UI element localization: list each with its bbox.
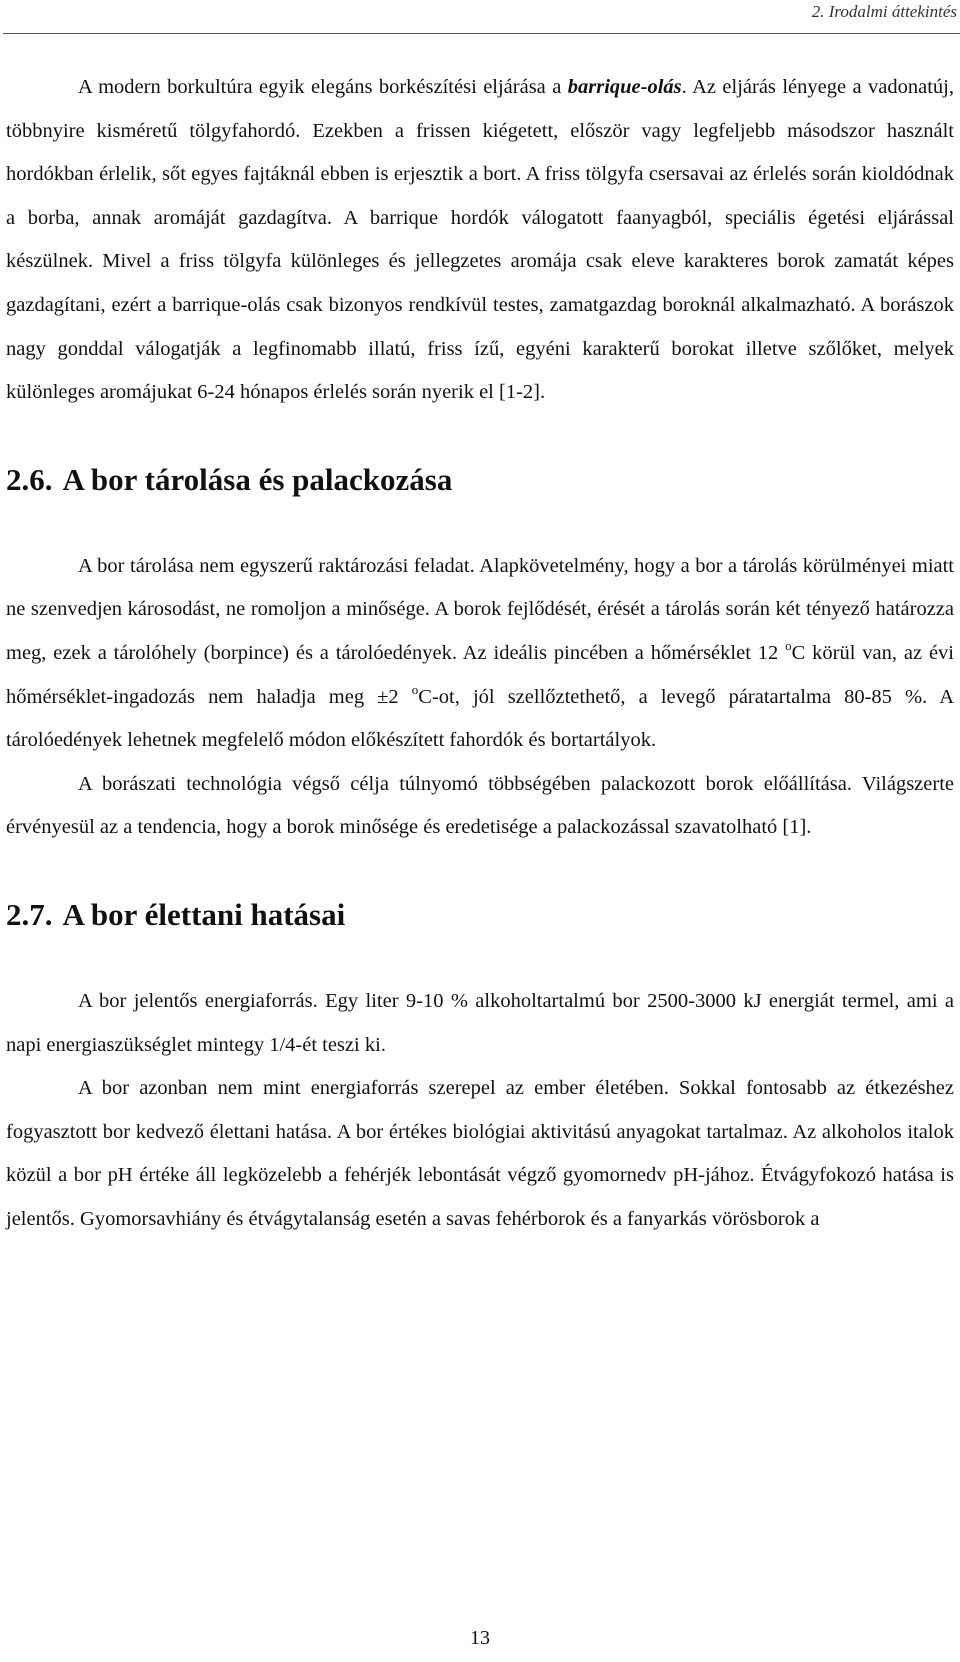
page-number: 13 xyxy=(470,1627,490,1649)
paragraph-storage xyxy=(6,545,954,763)
header-rule xyxy=(3,33,960,34)
paragraph-barrique-lead: A modern borkultúra egyik elegáns borkészítési eljárása a xyxy=(78,76,568,98)
paragraph-storage-part3: C-ot, jól szellőztethető, a levegő páratartalma 80-85 %. A tárolóedények lehetnek megfelelő módon előkészített fahordók és bortartályok. xyxy=(6,685,954,752)
section-title-2-7: A bor élettani hatásai xyxy=(62,896,346,932)
page-body xyxy=(6,66,954,1241)
section-number-2-6: 2.6. xyxy=(6,461,53,497)
degree-superscript-1: o xyxy=(785,637,792,653)
degree-superscript-2: o xyxy=(411,681,419,697)
section-number-2-7: 2.7. xyxy=(6,896,53,932)
paragraph-storage-part2: C körül van, az évi hőmérséklet-ingadozás nem haladja meg ±2 xyxy=(6,641,954,708)
section-heading-2-7 xyxy=(6,893,954,937)
paragraph-barrique xyxy=(6,66,954,415)
paragraph-energy: A bor jelentős energiaforrás. Egy liter 9-10 % alkoholtartalmú bor 2500-3000 kJ energiát termel, ami a napi energiaszükséglet mintegy 1/4-ét teszi ki. xyxy=(6,989,954,1056)
paragraph-storage-part1: A bor tárolása nem egyszerű raktározási feladat. Alapkövetelmény, hogy a bor a tárolás körülményei miatt ne szenvedjen károsodást, ne romoljon a minősége. A borok fejlődését, érését a tárolás során két tényező határozza meg, ezek a tárolóhely (borpince) és a tárolóedények. Az ideális pincében a hőmérséklet 12 xyxy=(6,554,954,664)
section-heading-2-6 xyxy=(6,458,954,502)
paragraph-bottling: A borászati technológia végső célja túlnyomó többségében palackozott borok előállítása. Világszerte érvényesül az a tendencia, hogy a borok minősége és eredetisége a palackozással szavatolható [1]. xyxy=(6,772,954,839)
paragraph-barrique-rest: . Az eljárás lényege a vadonatúj, többnyire kisméretű tölgyfahordó. Ezekben a frissen kiégetett, először vagy legfeljebb másodszor használt hordókban érlelik, sőt egyes fajtáknál ebben is erjesztik a bort. A friss tölgyfa csersavai az érlelés során kioldódnak a borba, annak aromáját gazdagítva. A barrique hordók válogatott faanyagból, speciális égetési eljárással készülnek. Mivel a friss tölgyfa különleges és jellegzetes aromája csak eleve karakteres borok zamatát képes gazdagítani, ezért a barrique-olás csak bizonyos rendkívül testes, zamatgazdag boroknál alkalmazható. A borászok nagy gonddal válogatják a legfinomabb illatú, friss ízű, egyéni karakterű borokat illetve szőlőket, melyek különleges aromájukat 6-24 hónapos érlelés során nyerik el [1-2]. xyxy=(6,76,954,404)
paragraph-physiology: A bor azonban nem mint energiaforrás szerepel az ember életében. Sokkal fontosabb az étkezéshez fogyasztott bor kedvező élettani hatása. A bor értékes biológiai aktivitású anyagokat tartalmaz. Az alkoholos italok közül a bor pH értéke áll legközelebb a fehérjék lebontását végző gyomornedv pH-jához. Étvágyfokozó hatása is jelentős. Gyomorsavhiány és étvágytalanság esetén a savas fehérborok és a fanyarkás vörösborok a xyxy=(6,1077,954,1230)
section-title-2-6: A bor tárolása és palackozása xyxy=(62,461,453,497)
term-barrique: barrique-olás xyxy=(567,76,682,98)
running-head: 2. Irodalmi áttekintés xyxy=(811,2,957,21)
